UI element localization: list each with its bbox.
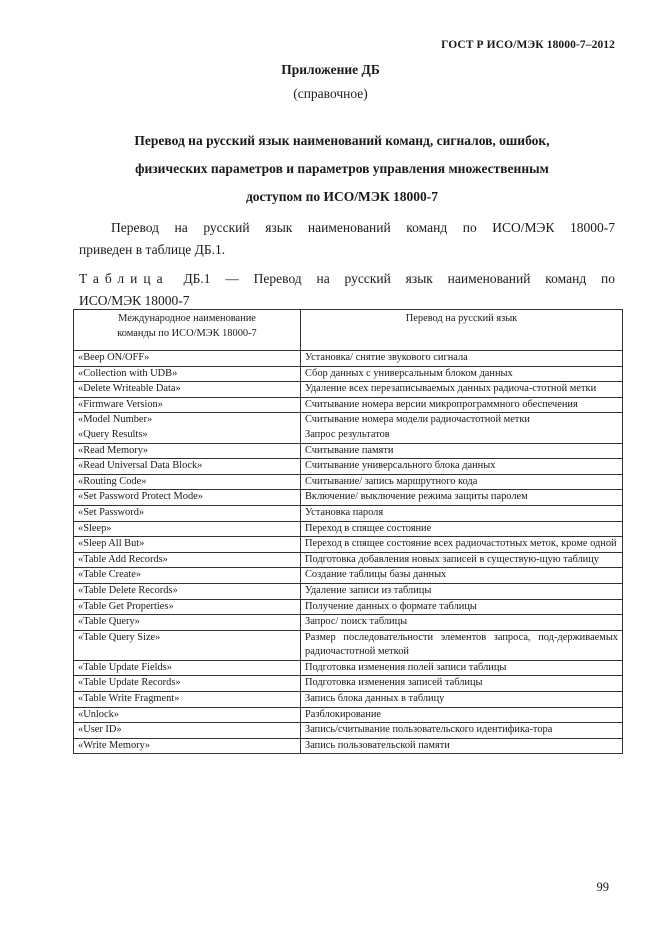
translation-cell: [301, 521, 623, 537]
command-name-cell: [74, 397, 301, 413]
table-row: [74, 366, 623, 382]
command-name: «Table Create»: [78, 569, 142, 581]
translation-cell: [301, 583, 623, 599]
table-row: [74, 413, 623, 443]
command-translation: Переход в спящее состояние: [305, 522, 432, 534]
command-translation: Считывание номера версии микропрограммного обеспечения: [305, 398, 578, 410]
command-name-cell: [74, 552, 301, 568]
command-name-cell: [74, 459, 301, 475]
command-translation: Запись/считывание пользовательского идентифика-тора: [305, 724, 553, 736]
translation-cell: [301, 630, 623, 660]
command-name-cell: [74, 599, 301, 615]
command-translation: Создание таблицы базы данных: [305, 569, 447, 581]
command-name-cell: [74, 615, 301, 631]
table-row: [74, 474, 623, 490]
command-translation: Удаление всех перезаписываемых данных радиоча-стотной метки: [305, 383, 597, 395]
header-line: Международное наименование: [118, 313, 256, 324]
command-translation: Считывание универсального блока данных: [305, 460, 496, 472]
table-row: [74, 676, 623, 692]
table-row: [74, 552, 623, 568]
command-translation: Подготовка изменения записей таблицы: [305, 677, 483, 689]
translation-cell: [301, 474, 623, 490]
document-title: [70, 127, 614, 211]
command-name: «Sleep»: [78, 522, 112, 534]
translation-cell: [301, 676, 623, 692]
document-title-line: физических параметров и параметров управления множественным: [135, 161, 549, 176]
command-translation: Подготовка добавления новых записей в существую-щую таблицу: [305, 553, 599, 565]
command-name: «Table Query Size»: [78, 631, 161, 643]
command-translation: Считывание номера модели радиочастотной метки: [305, 414, 530, 426]
table-row: [74, 459, 623, 475]
command-name-cell: [74, 443, 301, 459]
command-name-cell: [74, 366, 301, 382]
page-number: 99: [596, 880, 609, 894]
command-name: «Collection with UDB»: [78, 367, 178, 379]
table-caption: [79, 268, 615, 312]
translation-cell: [301, 505, 623, 521]
appendix-title: Приложение ДБ: [281, 62, 380, 77]
command-name: «Table Add Records»: [78, 553, 168, 565]
table-row: [74, 537, 623, 553]
table-row: [74, 692, 623, 708]
command-name: «Unlock»: [78, 708, 119, 720]
command-name: «Table Get Properties»: [78, 600, 174, 612]
command-name: «Query Results»: [78, 428, 148, 440]
translation-cell: [301, 397, 623, 413]
command-name: «Table Query»: [78, 616, 140, 628]
appendix-subtitle: (справочное): [293, 86, 368, 101]
translation-cell: [301, 366, 623, 382]
table-row: [74, 707, 623, 723]
translation-cell: [301, 599, 623, 615]
command-name: «Table Update Fields»: [78, 661, 172, 673]
command-name-cell: [74, 568, 301, 584]
command-translation: Разблокирование: [305, 708, 382, 720]
table-row: [74, 723, 623, 739]
commands-table: [73, 309, 623, 754]
command-translation: Запрос/ поиск таблицы: [305, 616, 408, 628]
command-name: «Table Write Fragment»: [78, 693, 180, 705]
translation-cell: [301, 707, 623, 723]
command-name: «Beep ON/OFF»: [78, 352, 150, 363]
translation-cell: [301, 723, 623, 739]
command-name: «Set Password Protect Mode»: [78, 491, 203, 503]
command-name-cell: [74, 660, 301, 676]
table-row: [74, 630, 623, 660]
command-name: «Delete Writeable Data»: [78, 383, 181, 395]
intro-line: приведен в таблице ДБ.1.: [79, 242, 226, 257]
command-name: «Set Password»: [78, 506, 145, 518]
command-translation: Сбор данных с универсальным блоком данных: [305, 367, 513, 379]
table-row: [74, 382, 623, 398]
command-name-cell: [74, 351, 301, 367]
table-row: [74, 615, 623, 631]
command-name-cell: [74, 583, 301, 599]
command-name-cell: [74, 537, 301, 553]
translation-cell: [301, 537, 623, 553]
command-name-cell: [74, 723, 301, 739]
caption-line: ИСО/МЭК 18000-7: [79, 293, 190, 308]
translation-cell: [301, 692, 623, 708]
table-row: [74, 521, 623, 537]
command-name-cell: [74, 521, 301, 537]
translation-cell: [301, 459, 623, 475]
command-translation: Считывание/ запись маршрутного кода: [305, 475, 478, 487]
command-name-cell: [74, 630, 301, 660]
command-translation: Считывание памяти: [305, 444, 394, 456]
translation-cell: [301, 443, 623, 459]
command-translation: Получение данных о формате таблицы: [305, 600, 477, 612]
command-name-cell: [74, 413, 301, 443]
header-line: Перевод на русский язык: [405, 313, 518, 324]
intro-paragraph: [79, 217, 615, 261]
command-translation: Запрос результатов: [305, 428, 390, 440]
caption-text: ДБ.1 — Перевод на русский язык наименований команд по: [183, 271, 615, 286]
command-name: «Table Delete Records»: [78, 584, 178, 596]
column-header-translation: [301, 310, 623, 351]
document-title-line: доступом по ИСО/МЭК 18000-7: [245, 189, 439, 204]
caption-label: Таблица: [79, 271, 169, 286]
command-translation: Установка пароля: [305, 506, 384, 518]
translation-cell: [301, 490, 623, 506]
header-line: команды по ИСО/МЭК 18000-7: [117, 327, 257, 339]
command-name: «Read Universal Data Block»: [78, 460, 203, 472]
command-name: «Firmware Version»: [78, 398, 163, 410]
table-row: [74, 490, 623, 506]
command-name: «Routing Code»: [78, 475, 147, 487]
command-name-cell: [74, 382, 301, 398]
command-translation: Установка/ снятие звукового сигнала: [305, 352, 468, 363]
translation-cell: [301, 568, 623, 584]
column-header-international: [74, 310, 301, 351]
standard-header: ГОСТ Р ИСО/МЭК 18000-7–2012: [441, 39, 615, 51]
command-name-cell: [74, 505, 301, 521]
translation-cell: [301, 382, 623, 398]
command-name-cell: [74, 490, 301, 506]
command-name-cell: [74, 692, 301, 708]
translation-cell: [301, 413, 623, 443]
intro-line: Перевод на русский язык наименований команд по ИСО/МЭК 18000-7: [111, 220, 615, 235]
translation-cell: [301, 552, 623, 568]
table-row: [74, 351, 623, 367]
command-translation: Размер последовательности элементов запроса, под-держиваемых радиочастотной меткой: [305, 631, 618, 658]
command-name-cell: [74, 738, 301, 754]
command-translation: Переход в спящее состояние всех радиочастотных меток, кроме одной: [305, 538, 617, 550]
command-translation: Удаление записи из таблицы: [305, 584, 432, 596]
table-row: [74, 568, 623, 584]
command-name: «Model Number»: [78, 414, 153, 426]
translation-cell: [301, 738, 623, 754]
translation-cell: [301, 351, 623, 367]
translation-cell: [301, 660, 623, 676]
command-translation: Подготовка изменения полей записи таблицы: [305, 661, 507, 673]
command-name: «Table Update Records»: [78, 677, 181, 689]
command-translation: Включение/ выключение режима защиты паролем: [305, 491, 528, 503]
document-title-line: Перевод на русский язык наименований команд, сигналов, ошибок,: [134, 133, 550, 148]
table-body: [74, 351, 623, 754]
command-translation: Запись пользовательской памяти: [305, 739, 450, 751]
translation-cell: [301, 615, 623, 631]
command-name: «User ID»: [78, 724, 122, 736]
command-name-cell: [74, 707, 301, 723]
command-name: «Write Memory»: [78, 739, 151, 751]
caption-line: [79, 268, 615, 290]
command-name: «Sleep All But»: [78, 538, 145, 550]
table-row: [74, 660, 623, 676]
table-row: [74, 583, 623, 599]
table-row: [74, 738, 623, 754]
table-row: [74, 397, 623, 413]
table-row: [74, 505, 623, 521]
command-name-cell: [74, 676, 301, 692]
table-row: [74, 443, 623, 459]
command-name-cell: [74, 474, 301, 490]
command-translation: Запись блока данных в таблицу: [305, 693, 445, 705]
command-name: «Read Memory»: [78, 444, 149, 456]
table-row: [74, 599, 623, 615]
table-header-row: [74, 310, 623, 351]
